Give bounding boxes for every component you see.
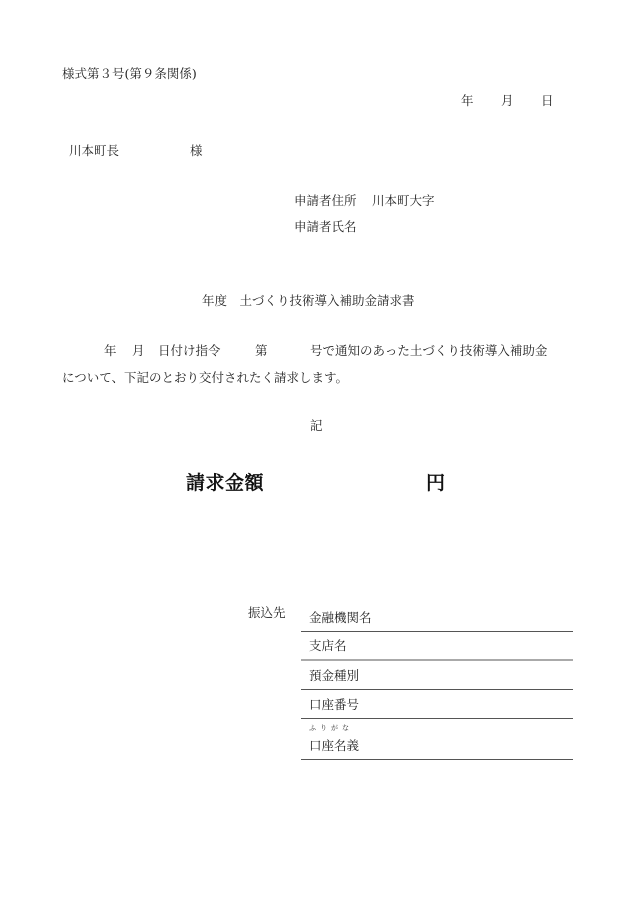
bank-account-number-label: 口座番号 — [309, 697, 360, 712]
body-day-directive: 日付け指令 — [158, 343, 221, 358]
body-notice-text: 号で通知のあった土づくり技術導入補助金 — [310, 343, 548, 358]
body-paragraph-line2: について、下記のとおり交付されたく請求します。 — [62, 370, 349, 385]
date-day-label: 日 — [541, 93, 554, 108]
body-number-prefix: 第 — [255, 343, 268, 358]
ki-heading: 記 — [310, 418, 323, 433]
bank-account-type-label: 預金種別 — [309, 668, 360, 683]
applicant-name-label: 申請者氏名 — [294, 219, 357, 234]
bank-row-institution — [301, 604, 573, 632]
bank-row-branch — [301, 632, 573, 661]
amount-label: 請求金額 — [186, 472, 265, 494]
honorific: 様 — [190, 143, 203, 158]
bank-row-account-number — [301, 690, 573, 719]
account-holder-furigana: ふりがな — [309, 724, 353, 732]
amount-unit: 円 — [426, 472, 446, 494]
document-title: 年度 土づくり技術導入補助金請求書 — [202, 293, 415, 308]
date-month-label: 月 — [501, 93, 514, 108]
bank-institution-label: 金融機関名 — [309, 610, 372, 625]
addressee: 川本町長 — [69, 143, 120, 158]
applicant-address-label: 申請者住所 — [294, 193, 357, 208]
form-number: 様式第３号(第９条関係) — [62, 66, 197, 81]
date-year-label: 年 — [461, 93, 474, 108]
body-month: 月 — [132, 343, 145, 358]
bank-account-holder-label: 口座名義 — [309, 738, 360, 753]
bank-branch-label: 支店名 — [309, 638, 347, 653]
bank-info-table — [301, 604, 573, 760]
bank-row-account-holder — [301, 719, 573, 760]
bank-row-account-type — [301, 661, 573, 690]
applicant-address-value: 川本町大字 — [372, 193, 435, 208]
body-year: 年 — [104, 343, 117, 358]
transfer-label: 振込先 — [248, 605, 286, 620]
